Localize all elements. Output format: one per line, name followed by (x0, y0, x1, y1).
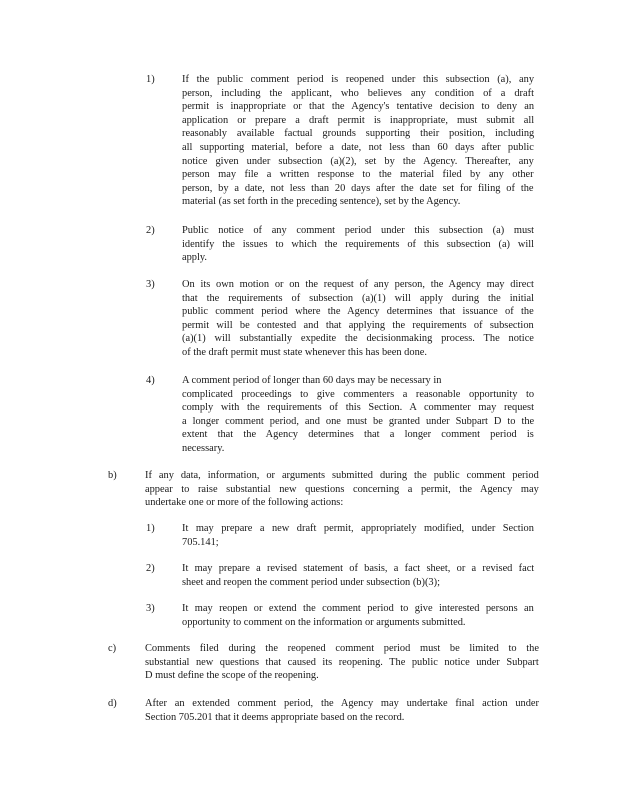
text-line: person may file a written response to the material filed by any other (182, 169, 534, 181)
text-line: It may prepare a new draft permit, appropriately modified, under Section (182, 523, 534, 534)
text-line: undertake one or more of the following actions: (145, 497, 344, 509)
text-line: permit will be contested and that applying the requirements of subsection (182, 319, 534, 331)
text-line: that the requirements of subsection (a)(1) will apply during the initial (182, 292, 534, 304)
text-line: permit is inappropriate or that the Agency's tentative decision to deny an (182, 101, 535, 113)
text-line: Section 705.201 that it deems appropriate based on the record. (145, 711, 405, 723)
text-line: appear to raise substantial new questions concerning a permit, the Agency may (145, 483, 539, 495)
item-text (182, 522, 534, 549)
item-marker: 3) (146, 603, 155, 614)
item-text (182, 602, 534, 629)
text-line: It may reopen or extend the comment period to give interested persons an (182, 603, 534, 614)
text-line: On its own motion or on the request of any person, the Agency may direct (182, 279, 534, 290)
text-line: It may prepare a revised statement of basis, a fact sheet, or a revised fact (182, 563, 535, 574)
item-marker: 4) (146, 375, 155, 386)
text-line: 705.141; (182, 536, 219, 548)
item-text (182, 374, 534, 456)
text-line: substantial new questions that caused its reopening. The public notice under Subpart (145, 656, 539, 668)
text-line: complicated proceedings to give commenters a reasonable opportunity to (182, 388, 535, 400)
text-line: a longer comment period, and one must be granted under Subpart D to the (182, 415, 535, 427)
text-line: extent that the Agency determines that a longer comment period is (182, 429, 534, 441)
item-text (182, 224, 534, 265)
text-line: all supporting material, before a date, not less than 60 days after public (182, 141, 534, 153)
text-line: A comment period of longer than 60 days may be necessary in (182, 375, 442, 386)
item-text (145, 642, 539, 683)
text-line: material (as set forth in the preceding sentence), set by the Agency. (182, 196, 461, 208)
text-line: public comment period where the Agency determines that issuance of the (182, 306, 534, 318)
item-marker: 1) (146, 74, 155, 85)
item-text (182, 73, 534, 209)
text-line: person, by a date, not less than 20 days after the date set for filing of the (182, 182, 534, 194)
item-marker: b) (108, 470, 117, 481)
item-marker: 1) (146, 523, 155, 534)
text-line: After an extended comment period, the Agency may undertake final action under (145, 698, 539, 709)
text-line: person, including the applicant, who believes any condition of a draft (182, 87, 534, 99)
text-line: reasonably available factual grounds supporting their position, including (182, 128, 535, 140)
text-line: opportunity to comment on the information or arguments submitted. (182, 616, 466, 628)
item-marker: d) (108, 698, 117, 709)
text-line: notice given under subsection (a)(2), set by the Agency. Thereafter, any (182, 155, 534, 167)
text-line: of the draft permit must state whenever this has been done. (182, 346, 427, 358)
item-marker: c) (108, 643, 117, 654)
item-text (182, 278, 534, 360)
text-line: comply with the requirements of this Section. A commenter may request (182, 402, 534, 414)
item-text (145, 697, 539, 724)
text-line: If the public comment period is reopened under this subsection (a), any (182, 74, 535, 85)
text-line: If any data, information, or arguments submitted during the public comment period (145, 470, 539, 481)
text-line: Public notice of any comment period under this subsection (a) must (182, 225, 535, 236)
text-line: necessary. (182, 442, 225, 454)
text-line: D must define the scope of the reopening. (145, 670, 319, 682)
text-line: Comments filed during the reopened comment period must be limited to the (145, 643, 539, 654)
item-marker: 3) (146, 279, 155, 290)
text-line: identify the issues to which the requirements of this subsection (a) will (182, 238, 535, 250)
text-line: (a)(1) will substantially expedite the decisionmaking process. The notice (182, 333, 534, 345)
item-marker: 2) (146, 563, 155, 574)
item-text (182, 562, 534, 589)
item-text (145, 469, 539, 510)
text-line: application or prepare a draft permit is inappropriate, must submit all (182, 114, 535, 126)
item-marker: 2) (146, 225, 155, 236)
text-line: sheet and reopen the comment period under subsection (b)(3); (182, 576, 440, 588)
text-line: apply. (182, 252, 208, 264)
